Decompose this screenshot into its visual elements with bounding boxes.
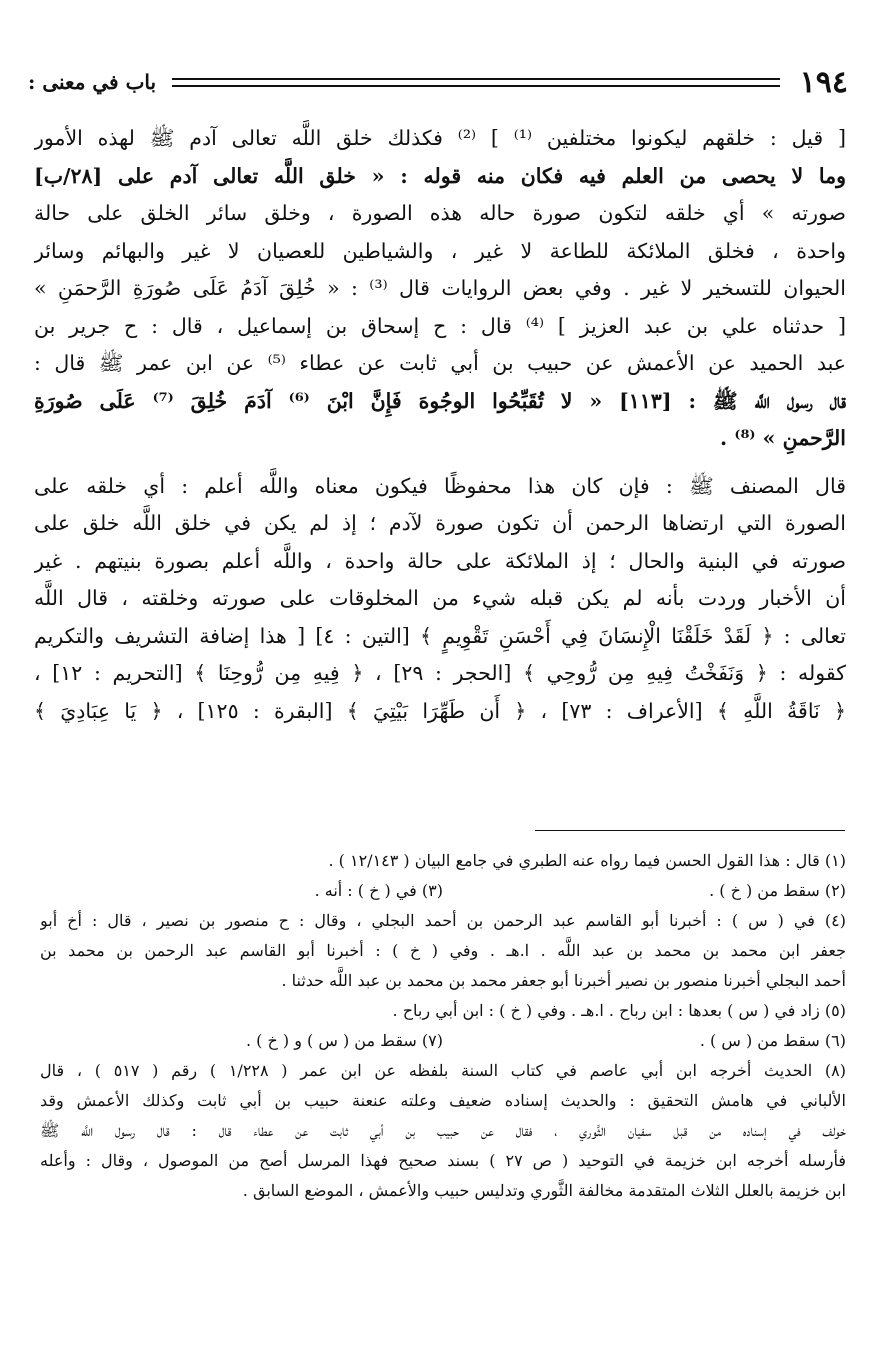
footnote-3: (٣) في ( خ ) : أنه . [314, 881, 443, 900]
page-header [28, 62, 848, 102]
footnote-8-line: ابن خزيمة بالعلل الثلاث المتقدمة مخالفة الثَّوري وتدليس حبيب والأعمش ، الموضع السابق . [242, 1181, 846, 1200]
text-line: [ قيل : خلقهم ليكونوا مختلفين ⁽¹⁾ ] ⁽²⁾ فكذلك خلق اللَّه تعالى آدم ﷺ لهذه الأمور [34, 126, 846, 150]
main-text [34, 120, 846, 730]
text-line: ﴿ نَاقَةُ اللَّهِ ﴾ [الأعراف : ٧٣] ، ﴿ أَن طَهِّرَا بَيْتِيَ ﴾ [البقرة : ١٢٥] ، ﴿ يَا عِبَادِيَ ﴾ [34, 698, 846, 723]
text-line: واحدة ، فخلق الملائكة للطاعة لا غير ، والشياطين للعصيان لا غير والبهائم وسائر [34, 238, 846, 263]
footnote-8-line: فأرسله أخرجه ابن خزيمة في التوحيد ( ص ٢٧ ) بسند صحيح فهذا المرسل أصح من الموصول ، وقال : وأعله [40, 1151, 846, 1170]
footnote-1: (١) قال : هذا القول الحسن فيما رواه عنه الطبري في جامع البيان ( ١٢/١٤٣ ) . [328, 851, 846, 870]
text-line: أن الأخبار وردت بأنه لم يكن قبله شيء من المخلوقات على صورته وخلقته ، قال اللَّه [34, 586, 846, 610]
footnote-4-line: أحمد البجلي أخبرنا منصور بن نصير أخبرنا أبو جعفر محمد بن محمد بن عبد اللَّه حدثنا . [281, 971, 846, 990]
footnote-4-line: جعفر ابن محمد بن محمد بن عبد اللَّه . ا.هـ . وفي ( خ ) : أخبرنا أبو القاسم عبد الرحمن بن محمد بن [40, 941, 846, 960]
text-line: عبد الحميد عن الأعمش عن حبيب بن أبي ثابت عن عطاء ⁽⁵⁾ عن ابن عمر ﷺ قال : [34, 351, 846, 375]
footnote-8-line: خولف في إسناده من قبل سفيان الثَّوري ، فقال عن حبيب بن أبي ثابت عن عطاء قال : قال رسول اللَّه ﷺ [40, 1121, 846, 1140]
footnote-2: (٢) سقط من ( خ ) . [709, 881, 846, 900]
text-line: وما لا يحصى من العلم فيه فكان منه قوله : « خلق اللَّه تعالى آدم على [٢٨/ب] [34, 163, 846, 188]
text-line: الحيوان للتسخير لا غير . وفي بعض الروايات قال ⁽³⁾ : « خُلِقَ آدَمُ عَلَى صُورَةِ الرَّحمَنِ » [34, 276, 846, 300]
running-title: باب في معنى : [28, 70, 157, 94]
text-line: قال المصنف ﷺ : فإن كان هذا محفوظًا فيكون معناه واللَّه أعلم : أي خلقه على [34, 473, 846, 498]
footnote-5: (٥) زاد في ( س ) بعدها : ابن رباح . ا.هـ . وفي ( خ ) : ابن أبي رباح . [392, 1001, 846, 1020]
footnote-4-line: (٤) في ( س ) : أخبرنا أبو القاسم عبد الرحمن بن أحمد البجلي ، وقال : ح منصور بن نصير ، قال : أخ أبو [40, 911, 846, 930]
footnote-7: (٧) سقط من ( س ) و ( خ ) . [245, 1031, 443, 1050]
footnotes [40, 846, 846, 1206]
text-line: الرَّحمنِ » ⁽⁸⁾ . [720, 426, 846, 450]
footnote-row [40, 1026, 846, 1056]
text-line: صورته في البنية والحال ؛ إذ الملائكة على حالة واحدة ، واللَّه أعلم بصورة بنيتهم . غير [34, 548, 846, 573]
text-line: صورته » أي خلقه لتكون صورة حاله هذه الصورة ، وخلق سائر الخلق على حالة [34, 201, 846, 225]
text-line: كقوله : ﴿ وَنَفَخْتُ فِيهِ مِن رُّوحِي ﴾ [الحجر : ٢٩] ، ﴿ فِيهِ مِن رُّوحِنَا ﴾ [التحريم : ١٢] ، [34, 661, 846, 685]
footnote-8-line: الألباني في هامش التحقيق : والحديث إسناده ضعيف وعلته عنعنة حبيب بن أبي ثابت وكذلك الأعمش وقد [40, 1091, 846, 1110]
text-line: الصورة التي ارتضاها الرحمن أن تكون صورة لآدم ؛ إذ لم يكن في خلق اللَّه خلق على [34, 511, 846, 535]
text-line: قال رسول اللَّه ﷺ : [١١٣] « لا تُقَبِّحُوا الوجُوهَ فَإِنَّ ابْنَ ⁽⁶⁾ آدَمَ خُلِقَ ⁽⁷⁾ عَلَى صُورَةِ [34, 388, 846, 413]
header-double-rule [172, 78, 780, 87]
text-line: تعالى : ﴿ لَقَدْ خَلَقْنَا الْإِنسَانَ فِي أَحْسَنِ تَقْوِيمٍ ﴾ [التين : ٤] [ هذا إضافة التشريف والتكريم [34, 623, 846, 648]
footnote-row [40, 876, 846, 906]
footnote-separator [535, 830, 845, 831]
footnote-6: (٦) سقط من ( س ) . [699, 1031, 846, 1050]
page-number: ١٩٤ [799, 64, 848, 100]
footnote-8-line: (٨) الحديث أخرجه ابن أبي عاصم في كتاب السنة بلفظه عن ابن عمر ( ١/٢٢٨ ) رقم ( ٥١٧ ) ، قال [40, 1061, 846, 1080]
text-line: [ حدثناه علي بن عبد العزيز ] ⁽⁴⁾ قال : ح إسحاق بن إسماعيل ، قال : ح جرير بن [34, 313, 846, 338]
